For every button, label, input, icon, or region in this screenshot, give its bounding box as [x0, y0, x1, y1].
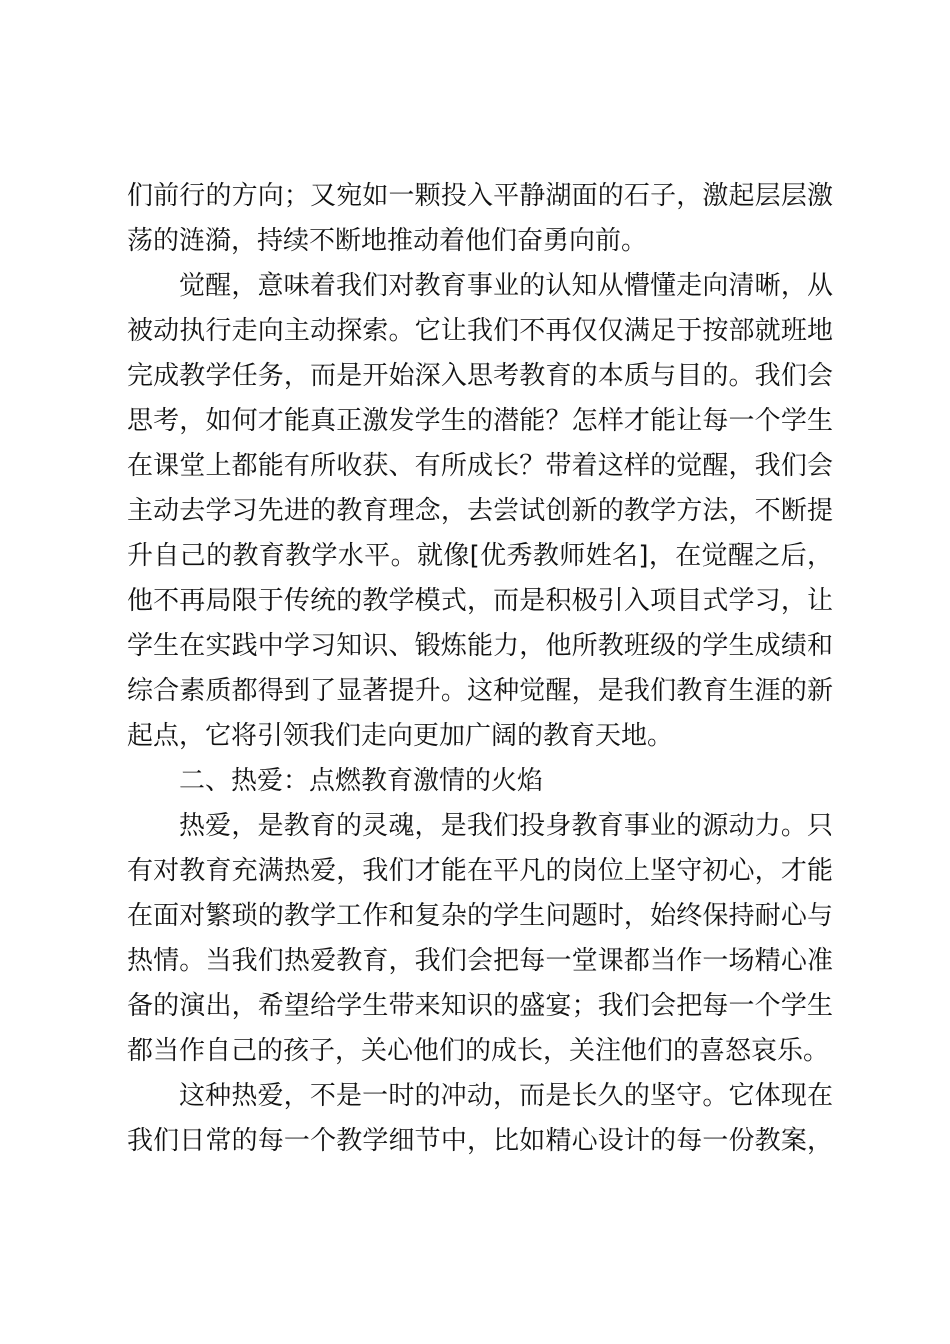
text-line: 都当作自己的孩子，关心他们的成长，关注他们的喜怒哀乐。 — [127, 1036, 830, 1066]
section-heading: 二、热爱：点燃教育激情的火焰 — [179, 766, 544, 796]
text-line: 综合素质都得到了显著提升。这种觉醒，是我们教育生涯的新 — [127, 676, 833, 706]
text-line: 我们日常的每一个教学细节中，比如精心设计的每一份教案， — [127, 1126, 833, 1156]
text-line: 他不再局限于传统的教学模式，而是积极引入项目式学习，让 — [127, 586, 833, 616]
text-line: 起点，它将引领我们走向更加广阔的教育天地。 — [127, 721, 674, 751]
text-line: 荡的涟漪，持续不断地推动着他们奋勇向前。 — [127, 226, 648, 256]
text-line: 思考，如何才能真正激发学生的潜能？怎样才能让每一个学生 — [127, 406, 833, 436]
text-line: 被动执行走向主动探索。它让我们不再仅仅满足于按部就班地 — [127, 316, 833, 346]
text-line: 有对教育充满热爱，我们才能在平凡的岗位上坚守初心，才能 — [127, 856, 833, 886]
document-body — [127, 174, 833, 1164]
text-line: 热情。当我们热爱教育，我们会把每一堂课都当作一场精心准 — [127, 946, 833, 976]
text-line: 在面对繁琐的教学工作和复杂的学生问题时，始终保持耐心与 — [127, 901, 833, 931]
text-line: 学生在实践中学习知识、锻炼能力，他所教班级的学生成绩和 — [127, 631, 833, 661]
text-line: 完成教学任务，而是开始深入思考教育的本质与目的。我们会 — [127, 361, 833, 391]
paragraph-start-line: 热爱，是教育的灵魂，是我们投身教育事业的源动力。只 — [179, 811, 833, 841]
paragraph-start-line: 觉醒，意味着我们对教育事业的认知从懵懂走向清晰，从 — [179, 271, 833, 301]
text-line: 备的演出，希望给学生带来知识的盛宴；我们会把每一个学生 — [127, 991, 833, 1021]
text-line: 们前行的方向；又宛如一颗投入平静湖面的石子，激起层层激 — [127, 181, 833, 211]
text-line: 主动去学习先进的教育理念，去尝试创新的教学方法，不断提 — [127, 496, 833, 526]
text-line: 在课堂上都能有所收获、有所成长？带着这样的觉醒，我们会 — [127, 451, 833, 481]
paragraph-start-line: 这种热爱，不是一时的冲动，而是长久的坚守。它体现在 — [179, 1081, 833, 1111]
text-line: 升自己的教育教学水平。就像[优秀教师姓名]，在觉醒之后， — [127, 541, 833, 571]
